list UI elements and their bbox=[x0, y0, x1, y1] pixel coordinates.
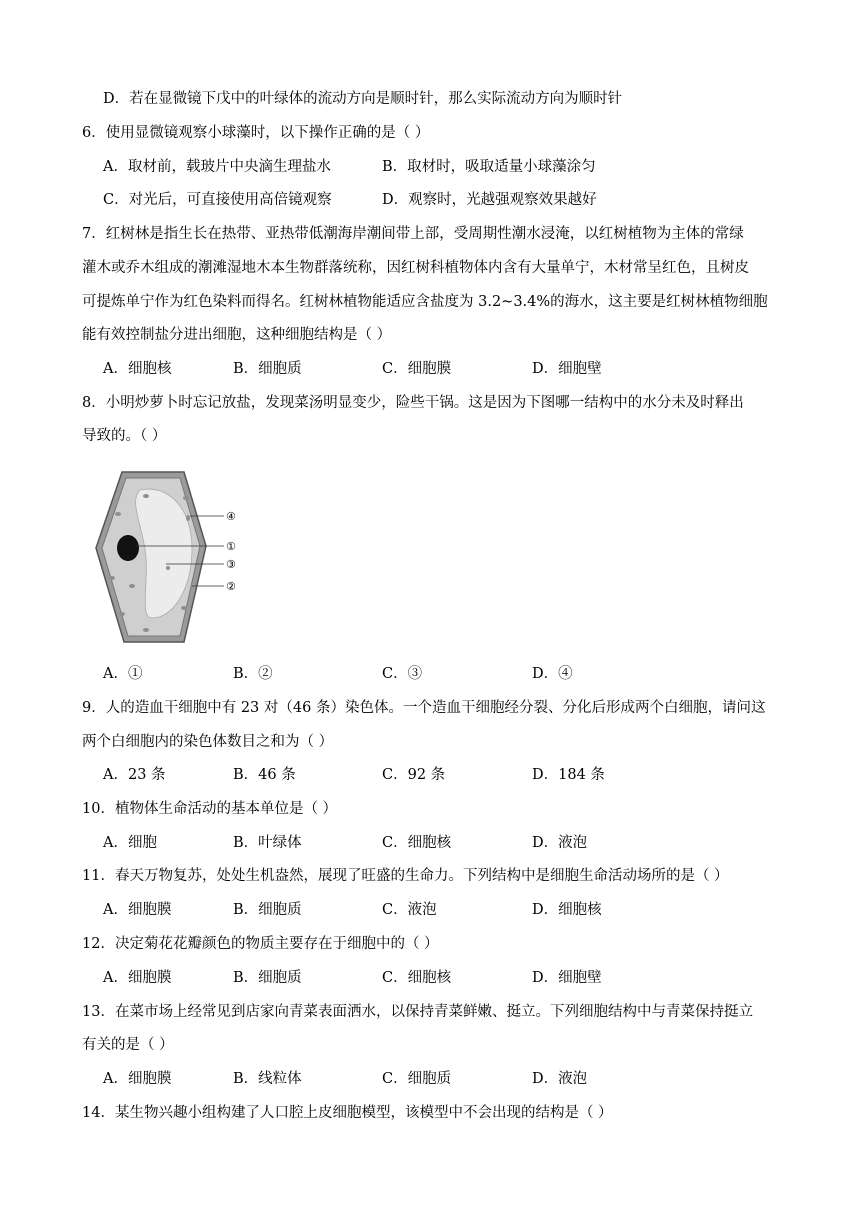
q12-option-a: A．细胞膜 bbox=[103, 970, 172, 986]
q7-option-b: B．细胞质 bbox=[233, 361, 302, 377]
q7-stem-line: 7．红树林是指生长在热带、亚热带低潮海岸潮间带上部，受周期性潮水浸淹，以红树植物为主体的常绿 bbox=[82, 226, 744, 242]
q8-stem-line: 导致的。（ ） bbox=[82, 428, 167, 444]
q11-option-c: C．液泡 bbox=[382, 902, 437, 918]
q8-option-d: D．④ bbox=[532, 666, 573, 682]
q13-option-d: D．液泡 bbox=[532, 1071, 588, 1087]
q10-option-d: D．液泡 bbox=[532, 835, 588, 851]
q11-stem: 11．春天万物复苏，处处生机盎然，展现了旺盛的生命力。下列结构中是细胞生命活动场所的是（ ） bbox=[82, 868, 729, 884]
label-3: ③ bbox=[226, 558, 236, 571]
q10-option-c: C．细胞核 bbox=[382, 835, 452, 851]
q11-option-a: A．细胞膜 bbox=[103, 902, 172, 918]
q8-option-c: C．③ bbox=[382, 666, 423, 682]
q9-option-d: D．184 条 bbox=[532, 767, 605, 783]
q6-option-b: B．取材时，吸取适量小球藻涂匀 bbox=[382, 159, 596, 175]
q12-option-d: D．细胞壁 bbox=[532, 970, 602, 986]
q11-option-d: D．细胞核 bbox=[532, 902, 602, 918]
q9-option-b: B．46 条 bbox=[233, 767, 296, 783]
q10-option-b: B．叶绿体 bbox=[233, 835, 302, 851]
nucleus bbox=[117, 535, 139, 561]
label-4: ④ bbox=[226, 510, 236, 523]
label-2: ② bbox=[226, 580, 236, 593]
q5-option-d: D．若在显微镜下戊中的叶绿体的流动方向是顺时针，那么实际流动方向为顺时针 bbox=[103, 91, 623, 107]
q9-stem-line: 两个白细胞内的染色体数目之和为（ ） bbox=[82, 734, 334, 750]
q6-option-c: C．对光后，可直接使用高倍镜观察 bbox=[103, 192, 332, 208]
q8-option-b: B．② bbox=[233, 666, 273, 682]
q6-stem: 6．使用显微镜观察小球藻时，以下操作正确的是（ ） bbox=[82, 125, 430, 141]
q7-option-d: D．细胞壁 bbox=[532, 361, 602, 377]
q7-stem-line: 能有效控制盐分进出细胞，这种细胞结构是（ ） bbox=[82, 327, 392, 343]
q11-option-b: B．细胞质 bbox=[233, 902, 302, 918]
q10-option-a: A．细胞 bbox=[103, 835, 157, 851]
q13-option-a: A．细胞膜 bbox=[103, 1071, 172, 1087]
q7-option-c: C．细胞膜 bbox=[382, 361, 452, 377]
q8-option-a: A．① bbox=[103, 666, 143, 682]
q6-option-a: A．取材前，载玻片中央滴生理盐水 bbox=[103, 159, 331, 175]
q10-stem: 10．植物体生命活动的基本单位是（ ） bbox=[82, 801, 338, 817]
q7-option-a: A．细胞核 bbox=[103, 361, 172, 377]
q12-option-c: C．细胞核 bbox=[382, 970, 452, 986]
q13-option-c: C．细胞质 bbox=[382, 1071, 452, 1087]
plant-cell-diagram bbox=[88, 468, 248, 648]
label-1: ① bbox=[226, 540, 236, 553]
q9-option-a: A．23 条 bbox=[103, 767, 166, 783]
q6-option-d: D．观察时，光越强观察效果越好 bbox=[382, 192, 597, 208]
q12-option-b: B．细胞质 bbox=[233, 970, 302, 986]
q8-stem-line: 8．小明炒萝卜时忘记放盐，发现菜汤明显变少，险些干锅。这是因为下图哪一结构中的水分未及时释出 bbox=[82, 395, 744, 411]
q14-stem: 14．某生物兴趣小组构建了人口腔上皮细胞模型，该模型中不会出现的结构是（ ） bbox=[82, 1105, 613, 1121]
q13-stem-line: 有关的是（ ） bbox=[82, 1037, 174, 1053]
q12-stem: 12．决定菊花花瓣颜色的物质主要存在于细胞中的（ ） bbox=[82, 936, 439, 952]
q13-option-b: B．线粒体 bbox=[233, 1071, 302, 1087]
q9-stem-line: 9．人的造血干细胞中有 23 对（46 条）染色体。一个造血干细胞经分裂、分化后形成两个白细胞，请问这 bbox=[82, 700, 766, 716]
q13-stem-line: 13．在菜市场上经常见到店家向青菜表面洒水，以保持青菜鲜嫩、挺立。下列细胞结构中与青菜保持挺立 bbox=[82, 1004, 753, 1020]
q9-option-c: C．92 条 bbox=[382, 767, 446, 783]
q7-stem-line: 可提炼单宁作为红色染料而得名。红树林植物能适应含盐度为 3.2~3.4%的海水，这主要是红树林植物细胞 bbox=[82, 294, 768, 310]
q7-stem-line: 灌木或乔木组成的潮滩湿地木本生物群落统称，因红树科植物体内含有大量单宁，木材常呈红色，且树皮 bbox=[82, 260, 749, 276]
